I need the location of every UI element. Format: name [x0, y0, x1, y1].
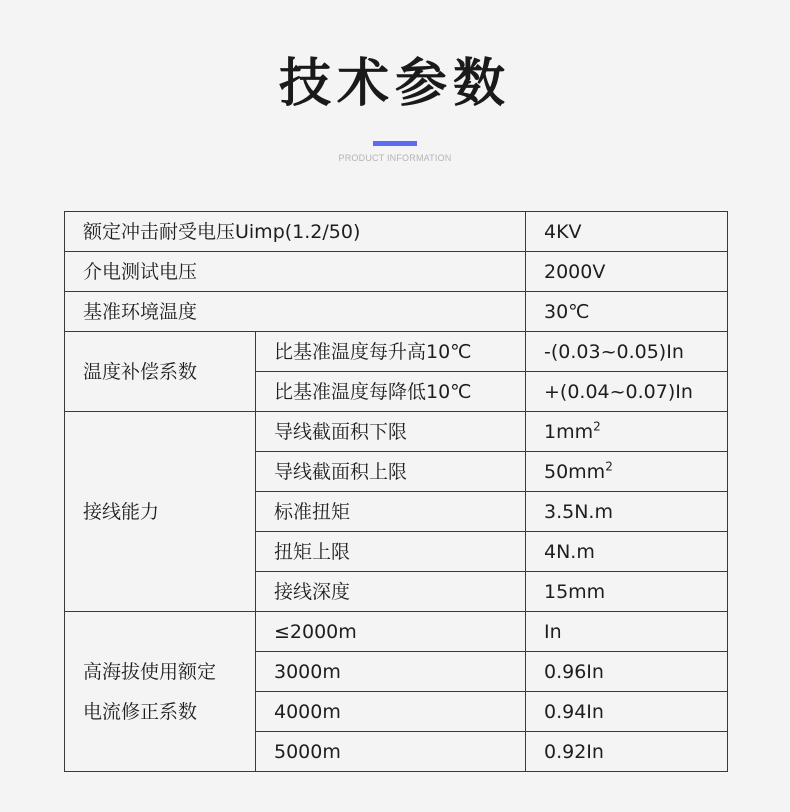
spec-value [526, 452, 728, 492]
spec-label: 5000m [256, 732, 526, 772]
spec-value: 0.94In [526, 692, 728, 732]
spec-value [526, 412, 728, 452]
spec-value: +(0.04~0.07)In [526, 372, 728, 412]
spec-label: 导线截面积上限 [256, 452, 526, 492]
spec-label: ≤2000m [256, 612, 526, 652]
spec-value-text: 1mm [544, 420, 594, 443]
page-title: 技术参数 [278, 54, 511, 114]
group-label-altitude-correction [65, 612, 256, 772]
superscript: 2 [605, 459, 613, 474]
spec-value: 15mm [526, 572, 728, 612]
superscript: 2 [593, 419, 601, 434]
table-row [65, 612, 728, 652]
spec-value: 0.96In [526, 652, 728, 692]
spec-value: 4KV [526, 212, 728, 252]
spec-label: 比基准温度每升高10℃ [256, 332, 526, 372]
spec-label: 标准扭矩 [256, 492, 526, 532]
spec-label: 基准环境温度 [65, 292, 526, 332]
spec-table [64, 211, 728, 772]
spec-label: 接线深度 [256, 572, 526, 612]
group-label-line: 高海拔使用额定 [83, 660, 217, 683]
spec-label: 扭矩上限 [256, 532, 526, 572]
title-accent-bar [373, 141, 417, 146]
spec-label: 4000m [256, 692, 526, 732]
table-row [65, 332, 728, 372]
group-label-temperature-compensation: 温度补偿系数 [65, 332, 256, 412]
spec-value: 2000V [526, 252, 728, 292]
table-row [65, 212, 728, 252]
group-label-line: 电流修正系数 [83, 700, 198, 723]
spec-value: 3.5N.m [526, 492, 728, 532]
spec-label: 导线截面积下限 [256, 412, 526, 452]
table-row [65, 412, 728, 452]
spec-value: 4N.m [526, 532, 728, 572]
spec-label: 比基准温度每降低10℃ [256, 372, 526, 412]
page-subtitle: PRODUCT INFORMATION [338, 153, 452, 163]
spec-label: 介电测试电压 [65, 252, 526, 292]
spec-label: 额定冲击耐受电压Uimp(1.2/50) [65, 212, 526, 252]
table-row [65, 292, 728, 332]
spec-value: In [526, 612, 728, 652]
spec-label: 3000m [256, 652, 526, 692]
table-row [65, 252, 728, 292]
spec-value-text: 50mm [544, 460, 606, 483]
spec-value: 0.92In [526, 732, 728, 772]
spec-value: 30℃ [526, 292, 728, 332]
group-label-wiring-capacity: 接线能力 [65, 412, 256, 612]
spec-value: -(0.03~0.05)In [526, 332, 728, 372]
